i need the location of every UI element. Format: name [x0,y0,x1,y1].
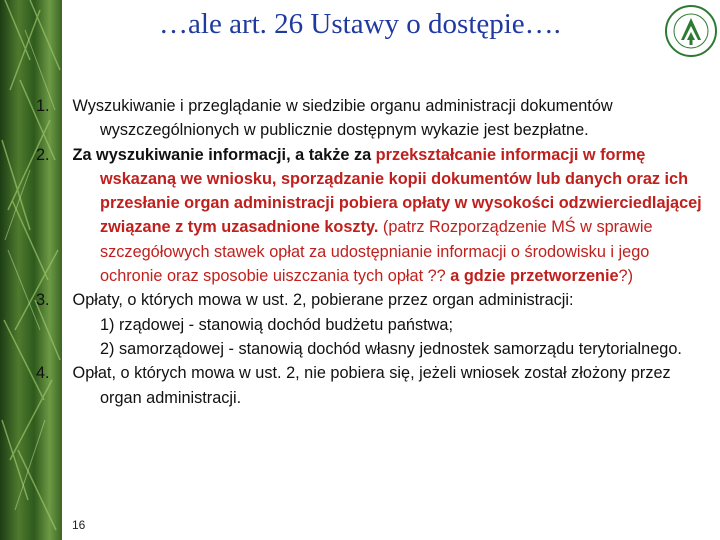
list-item-2-note-bold: a gdzie przetworzenie [450,267,619,286]
list-item-3-sub-1: 1) rządowej - stanowią dochód budżetu państwa; [100,315,453,334]
list-item-2-bold-text: Za wyszukiwanie informacji, a także za [72,145,372,164]
list-item-3 [68,288,714,312]
list-item-2-note: (patrz Rozporządzenie MŚ w sprawie szczegółowych stawek opłat za udostępnianie informacji o środowisku i jego ochronie oraz sposobie uiszczania tych opłat ?? [100,218,653,286]
list-item-3-text: Opłaty, o których mowa w ust. 2, pobierane przez organ administracji: [72,291,574,310]
list-item-3-sub-2: 2) samorządowej - stanowią dochód własny jednostek samorządu terytorialnego. [100,339,682,358]
lasy-panstwowe-logo [664,4,718,58]
article-26-list [68,94,714,410]
list-item-1-text: Wyszukiwanie i przeglądanie w siedzibie organu administracji dokumentów wyszczególnionych w publicznie dostępnym wykazie jest bezpłatne. [72,97,613,140]
list-item-2-emphasis: przekształcanie informacji w formę wskazaną we wniosku, sporządzanie kopii dokumentów lub danych oraz ich przesłanie organ administracji pobiera opłaty w wysokości odzwierciedlającej związane z tym uzasadnione koszty [100,145,702,237]
slide-title: …ale art. 26 Ustawy o dostępie…. [159,8,561,40]
pine-needles-image [0,0,62,540]
list-item-4 [68,361,714,410]
slide-number: 16 [72,518,86,532]
list-item-2 [68,143,714,289]
list-item-1 [68,94,714,143]
list-item-4-text: Opłat, o których mowa w ust. 2, nie pobiera się, jeżeli wniosek został złożony przez organ administracji. [72,364,671,407]
pine-needles-background [0,0,62,540]
list-item-2-note-end: ?) [618,267,634,286]
list-item-2-period: . [373,218,379,237]
